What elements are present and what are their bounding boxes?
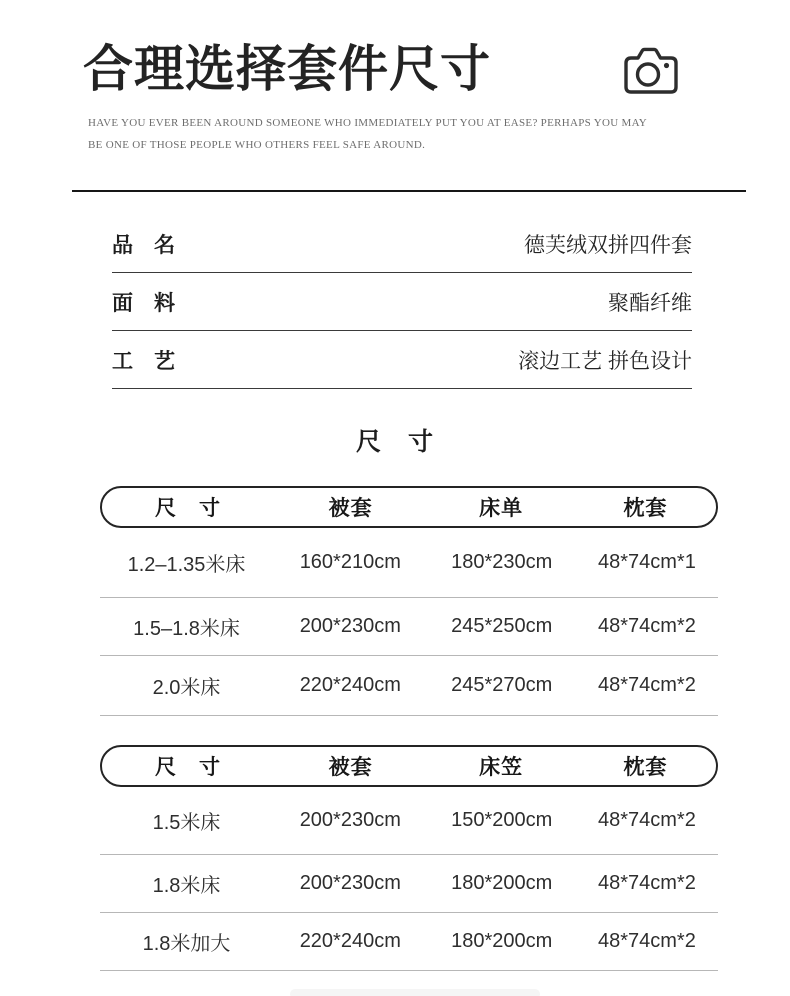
product-info-row-name (112, 216, 692, 273)
table-row (100, 598, 718, 656)
column-header-duvet-cover: 被套 (328, 497, 373, 520)
header-divider (72, 190, 746, 192)
column-header-size: 尺 寸 (154, 497, 221, 520)
table-cell: 48*74cm*2 (597, 809, 696, 831)
size-table-sheet (100, 486, 718, 716)
table-header-row (100, 745, 718, 787)
table-cell: 245*270cm (451, 674, 553, 696)
table-cell: 1.5米床 (152, 812, 221, 834)
info-label: 品 名 (112, 234, 175, 257)
info-value: 德芙绒双拼四件套 (524, 234, 692, 257)
column-header-duvet-cover: 被套 (328, 756, 373, 779)
subtitle-line-2: BE ONE OF THOSE PEOPLE WHO OTHERS FEEL SAFE AROUND. (88, 139, 426, 151)
column-header-pillowcase: 枕套 (623, 497, 668, 520)
table-header-row (100, 486, 718, 528)
table-cell: 48*74cm*2 (597, 674, 696, 696)
table-cell: 48*74cm*1 (597, 551, 696, 573)
table-cell: 220*240cm (299, 674, 401, 696)
info-label: 工 艺 (112, 349, 175, 373)
table-row (100, 528, 718, 598)
info-value: 滚边工艺 拼色设计 (518, 349, 692, 373)
table-cell: 220*240cm (299, 930, 401, 952)
info-value: 聚酯纤维 (608, 291, 692, 315)
table-cell: 1.8米床 (152, 875, 221, 897)
table-cell: 180*200cm (451, 872, 553, 894)
size-table-fitted-sheet (100, 745, 718, 971)
table-cell: 150*200cm (451, 809, 553, 831)
table-cell: 2.0米床 (152, 677, 221, 699)
size-section-heading: 尺 寸 (355, 428, 434, 456)
table-cell: 1.8米加大 (142, 933, 231, 955)
column-header-fitted-sheet: 床笠 (479, 756, 524, 779)
table-cell: 160*210cm (299, 551, 401, 573)
table-cell: 48*74cm*2 (597, 615, 696, 637)
table-row (100, 913, 718, 971)
table-cell: 48*74cm*2 (597, 930, 696, 952)
table-row (100, 855, 718, 913)
table-row (100, 656, 718, 716)
page-title: 合理选择套件尺寸 (83, 41, 491, 97)
product-info-row-craft (112, 331, 692, 389)
table-cell: 200*230cm (299, 872, 401, 894)
table-cell: 1.5–1.8米床 (133, 618, 240, 640)
product-info-section (112, 216, 692, 389)
table-cell: 1.2–1.35米床 (127, 554, 246, 576)
table-cell: 245*250cm (451, 615, 553, 637)
table-cell: 180*230cm (451, 551, 553, 573)
column-header-bed-sheet: 床单 (479, 497, 524, 520)
column-header-pillowcase: 枕套 (623, 756, 668, 779)
subtitle-line-1: HAVE YOU EVER BEEN AROUND SOMEONE WHO IMMEDIATELY PUT YOU AT EASE? PERHAPS YOU MAY (88, 117, 648, 129)
table-cell: 200*230cm (299, 809, 401, 831)
table-cell: 200*230cm (299, 615, 401, 637)
table-cell: 180*200cm (451, 930, 553, 952)
column-header-size: 尺 寸 (154, 756, 221, 779)
table-cell: 48*74cm*2 (597, 872, 696, 894)
product-info-row-fabric (112, 273, 692, 331)
table-row (100, 787, 718, 855)
camera-icon (619, 44, 683, 98)
info-label: 面 料 (112, 291, 175, 315)
cutoff-content-hint (290, 989, 540, 996)
